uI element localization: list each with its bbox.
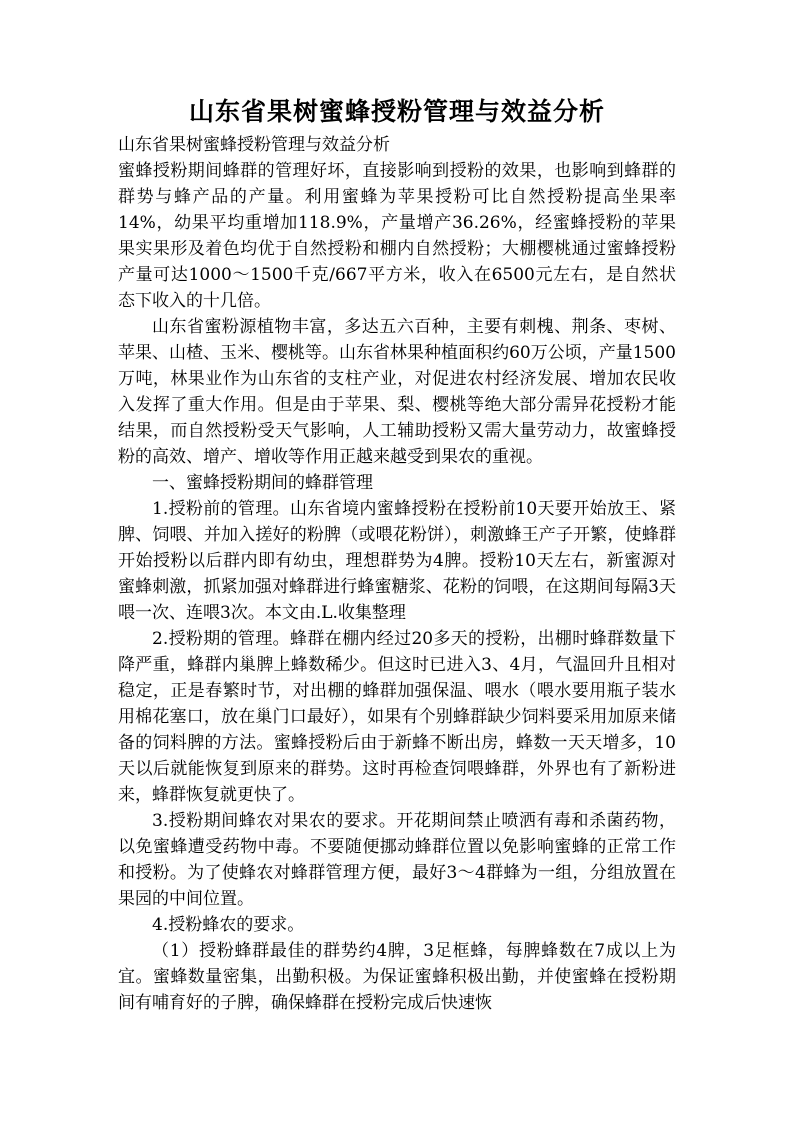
paragraph-pre-pollination: 1.授粉前的管理。山东省境内蜜蜂授粉在授粉前10天要开始放王、紧脾、饲喂、并加入搓好的粉脾（或喂花粉饼），刺激蜂王产子开繁，使蜂群开始授粉以后群内即有幼虫，理想群势为4脾。授粉10天左右，新蜜源对蜜蜂刺激，抓紧加强对蜂群进行蜂蜜糖浆、花粉的饲喂，在这期间每隔3天喂一次、连喂3次。本文由.L.收集整理 (118, 499, 676, 623)
paragraph-colony-strength: （1）授粉蜂群最佳的群势约4脾，3足框蜂，每脾蜂数在7成以上为宜。蜜蜂数量密集，出勤积极。为保证蜜蜂积极出勤，并使蜜蜂在授粉期间有哺育好的子脾，确保蜂群在授粉完成后快速恢 (118, 941, 676, 1013)
paragraph-background: 山东省蜜粉源植物丰富，多达五六百种，主要有刺槐、荆条、枣树、苹果、山楂、玉米、樱桃等。山东省林果种植面积约60万公顷，产量1500万吨，林果业作为山东省的支柱产业，对促进农村经济发展、增加农民收入发挥了重大作用。但是由于苹果、梨、樱桃等绝大部分需异花授粉才能结果，而自然授粉受天气影响，人工辅助授粉又需大量劳动力，故蜜蜂授粉的高效、增产、增收等作用正越来越受到果农的重视。 (118, 317, 676, 467)
document-title: 山东省果树蜜蜂授粉管理与效益分析 (188, 97, 605, 126)
section-heading-1: 一、蜜蜂授粉期间的蜂群管理 (152, 473, 373, 493)
paragraph-requirements-for-growers: 3.授粉期间蜂农对果农的要求。开花期间禁止喷洒有毒和杀菌药物，以免蜜蜂遭受药物中毒。不要随便挪动蜂群位置以免影响蜜蜂的正常工作和授粉。为了使蜂农对蜂群管理方便，最好3～4群蜂为一组，分组放置在果园的中间位置。 (118, 811, 676, 909)
paragraph-beekeeper-requirements-heading: 4.授粉蜂农的要求。 (152, 915, 305, 935)
paragraph-pollination-period: 2.授粉期的管理。蜂群在棚内经过20多天的授粉，出棚时蜂群数量下降严重，蜂群内巢脾上蜂数稀少。但这时已进入3、4月，气温回升且相对稳定，正是春繁时节，对出棚的蜂群加强保温、喂水（喂水要用瓶子装水用棉花塞口，放在巢门口最好），如果有个别蜂群缺少饲料要采用加原来储备的饲料脾的方法。蜜蜂授粉后由于新蜂不断出房，蜂数一天天增多，10天以后就能恢复到原来的群势。这时再检查饲喂蜂群，外界也有了新粉进来，蜂群恢复就更快了。 (118, 629, 676, 805)
document-subtitle: 山东省果树蜜蜂授粉管理与效益分析 (118, 135, 390, 155)
paragraph-intro: 蜜蜂授粉期间蜂群的管理好坏，直接影响到授粉的效果，也影响到蜂群的群势与蜂产品的产量。利用蜜蜂为苹果授粉可比自然授粉提高坐果率14%，幼果平均重增加118.9%，产量增产36.26%，经蜜蜂授粉的苹果果实果形及着色均优于自然授粉和棚内自然授粉；大棚樱桃通过蜜蜂授粉产量可达1000～1500千克/667平方米，收入在6500元左右，是自然状态下收入的十几倍。 (118, 161, 676, 311)
